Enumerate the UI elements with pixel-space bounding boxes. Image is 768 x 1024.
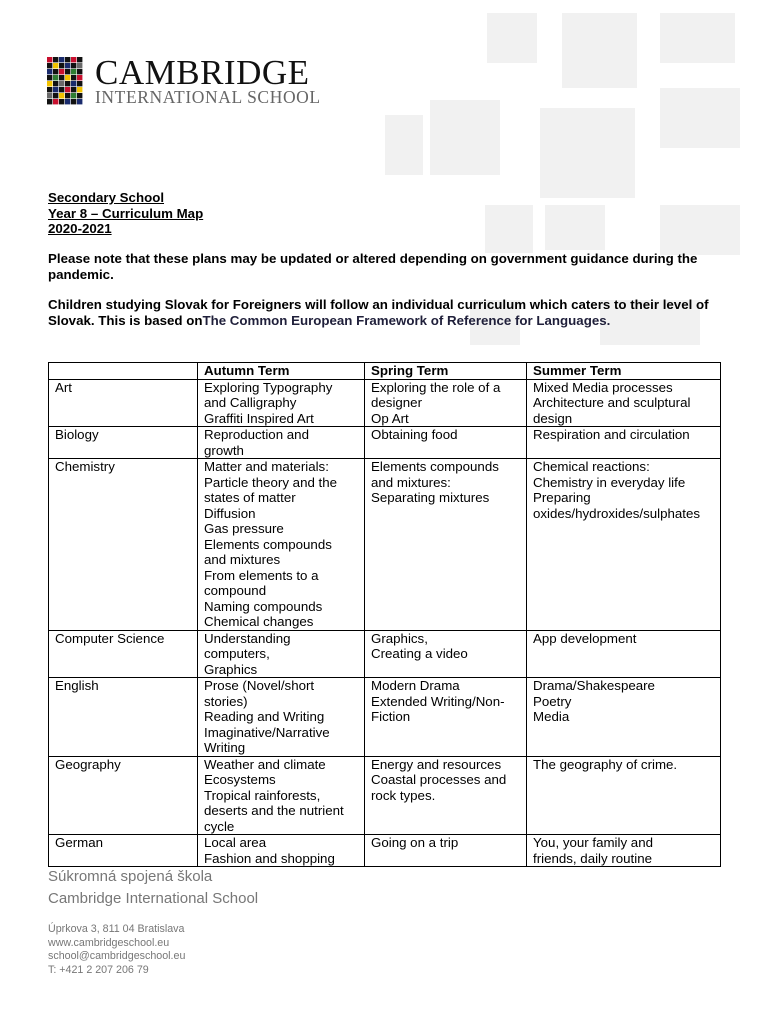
header-cell-subject	[49, 363, 198, 380]
autumn-term-cell	[198, 379, 365, 427]
topic-line: computers,	[204, 646, 270, 661]
autumn-term-cell	[198, 678, 365, 757]
topic-line: growth	[204, 442, 244, 458]
topic-line: Architecture and sculptural	[533, 395, 691, 410]
summer-term-cell	[527, 379, 721, 427]
table-row	[49, 427, 721, 459]
subject-cell: English	[49, 678, 198, 757]
brand-name: CAMBRIDGE	[95, 53, 310, 92]
topic-line: Weather and climate	[204, 756, 326, 772]
crest-tile	[71, 81, 76, 86]
autumn-term-cell	[198, 459, 365, 631]
topic-line: Poetry	[533, 693, 572, 709]
table-body	[49, 379, 721, 867]
crest-tile	[77, 93, 82, 98]
summer-term-cell	[527, 835, 721, 867]
crest-tile	[59, 87, 64, 92]
topic-line: Fashion and shopping	[204, 850, 335, 866]
table-row	[49, 835, 721, 867]
footer-website-link[interactable]: www.cambridgeschool.eu	[48, 936, 170, 949]
topic-line: Exploring Typography	[204, 379, 333, 395]
topic-line: and mixtures	[204, 552, 281, 567]
crest-tile	[59, 81, 64, 86]
notice-slovak	[48, 297, 738, 329]
crest-tile	[65, 63, 70, 68]
crest-tile	[53, 81, 58, 86]
topic-line: design	[533, 410, 573, 426]
spring-term-cell	[365, 756, 527, 835]
topic-line: Ecosystems	[204, 772, 276, 787]
table-row	[49, 630, 721, 678]
crest-tile	[71, 57, 76, 62]
topic-line: friends, daily routine	[533, 850, 652, 866]
crest-tile	[47, 75, 52, 80]
topic-line: Exploring the role of a	[371, 379, 501, 395]
crest-tile	[65, 81, 70, 86]
header-title: Year 8 – Curriculum Map	[48, 205, 204, 221]
topic-line: Chemical reactions:	[533, 459, 650, 474]
crest-tile	[47, 87, 52, 92]
header-cell-spring: Spring Term	[365, 363, 527, 380]
topic-line: Respiration and circulation	[533, 427, 690, 442]
topic-line: Graffiti Inspired Art	[204, 410, 314, 426]
crest-tile	[53, 99, 58, 104]
crest-tile	[53, 75, 58, 80]
topic-line: Media	[533, 709, 570, 724]
topic-line: Writing	[204, 740, 246, 755]
spring-term-cell	[365, 678, 527, 757]
topic-line: Coastal processes and	[371, 772, 507, 787]
footer-school-name-en: Cambridge International School	[48, 890, 259, 907]
spring-term-cell	[365, 835, 527, 867]
topic-line: and Calligraphy	[204, 395, 297, 410]
topic-line: App development	[533, 630, 637, 646]
crest-tile	[77, 81, 82, 86]
crest-tile	[53, 57, 58, 62]
topic-line: Modern Drama	[371, 678, 460, 693]
topic-line: Local area	[204, 835, 267, 850]
crest-tile	[59, 69, 64, 74]
crest-tile	[65, 87, 70, 92]
crest-tile	[65, 57, 70, 62]
spring-term-cell	[365, 379, 527, 427]
crest-tile	[53, 63, 58, 68]
topic-line: Reading and Writing	[204, 709, 325, 724]
subject-cell: German	[49, 835, 198, 867]
topic-line: designer	[371, 395, 423, 410]
crest-tile	[59, 93, 64, 98]
summer-term-cell	[527, 459, 721, 631]
crest-tile	[65, 99, 70, 104]
topic-line: Graphics,	[371, 630, 428, 646]
summer-term-cell	[527, 678, 721, 757]
crest-tile	[59, 63, 64, 68]
topic-line: Elements compounds	[204, 536, 332, 552]
autumn-term-cell	[198, 427, 365, 459]
topic-line: Diffusion	[204, 505, 256, 521]
notice-framework: The Common European Framework of Reference for Languages.	[202, 313, 611, 328]
topic-line: Matter and materials:	[204, 459, 329, 474]
crest-tile	[59, 75, 64, 80]
topic-line: Creating a video	[371, 646, 468, 661]
crest-tile	[47, 63, 52, 68]
footer-school-name-sk: Súkromná spojená škola	[48, 868, 213, 885]
topic-line: stories)	[204, 693, 248, 709]
crest-tile	[77, 63, 82, 68]
topic-line: compound	[204, 583, 267, 598]
topic-line: Preparing	[533, 490, 591, 505]
header-year: 2020-2021	[48, 221, 112, 236]
topic-line: and mixtures:	[371, 474, 451, 490]
topic-line: rock types.	[371, 787, 436, 803]
footer-contact	[48, 923, 185, 978]
crest-tile	[47, 99, 52, 104]
notice-slovak-lead: Children studying Slovak for Foreigners will follow an individual curriculum which caters to their level of Slovak. This is based on	[48, 297, 709, 328]
crest-tile	[77, 75, 82, 80]
topic-line: You, your family and	[533, 835, 653, 850]
topic-line: Particle theory and the	[204, 474, 338, 490]
topic-line: Obtaining food	[371, 427, 458, 442]
crest-tile	[71, 93, 76, 98]
table-row	[49, 379, 721, 427]
crest-tile	[47, 93, 52, 98]
topic-line: Extended Writing/Non-	[371, 693, 505, 709]
table-row	[49, 678, 721, 757]
table-row	[49, 756, 721, 835]
subject-cell: Biology	[49, 427, 198, 459]
topic-line: Drama/Shakespeare	[533, 678, 655, 693]
table-header-row	[49, 363, 721, 380]
topic-line: The geography of crime.	[533, 756, 678, 772]
topic-line: Chemical changes	[204, 614, 314, 629]
spring-term-cell	[365, 459, 527, 631]
crest-tile	[71, 99, 76, 104]
crest-tile	[65, 75, 70, 80]
topic-line: Tropical rainforests,	[204, 787, 321, 803]
header-school-level: Secondary School	[48, 190, 165, 205]
footer-email-link[interactable]: school@cambridgeschool.eu	[48, 950, 186, 963]
topic-line: Reproduction and	[204, 427, 309, 442]
curriculum-table	[48, 362, 721, 867]
autumn-term-cell	[198, 756, 365, 835]
topic-line: Op Art	[371, 410, 409, 426]
crest-tile	[77, 99, 82, 104]
crest-tile	[65, 69, 70, 74]
crest-icon	[47, 57, 83, 105]
crest-tile	[59, 99, 64, 104]
topic-line: Naming compounds	[204, 598, 323, 614]
topic-line: Fiction	[371, 709, 411, 724]
topic-line: Energy and resources	[371, 756, 502, 772]
topic-line: Gas pressure	[204, 521, 284, 536]
footer-address: Úprkova 3, 811 04 Bratislava	[48, 923, 185, 935]
topic-line: From elements to a	[204, 567, 319, 583]
autumn-term-cell	[198, 630, 365, 678]
notice-pandemic: Please note that these plans may be updated or altered depending on government guidance during the pandemic.	[48, 251, 698, 282]
header-cell-summer: Summer Term	[527, 363, 721, 380]
subject-cell: Geography	[49, 756, 198, 835]
topic-line: Graphics	[204, 661, 258, 677]
summer-term-cell	[527, 756, 721, 835]
topic-line: states of matter	[204, 490, 296, 505]
crest-tile	[53, 87, 58, 92]
topic-line: Mixed Media processes	[533, 379, 673, 395]
header-cell-autumn: Autumn Term	[198, 363, 365, 380]
topic-line: Elements compounds	[371, 459, 499, 474]
topic-line: deserts and the nutrient	[204, 803, 344, 818]
subject-cell: Art	[49, 379, 198, 427]
topic-line: Understanding	[204, 630, 291, 646]
topic-line: Separating mixtures	[371, 490, 490, 505]
topic-line: Chemistry in everyday life	[533, 474, 686, 490]
table-row	[49, 459, 721, 631]
crest-tile	[53, 69, 58, 74]
crest-tile	[71, 69, 76, 74]
crest-tile	[65, 93, 70, 98]
crest-tile	[77, 87, 82, 92]
spring-term-cell	[365, 427, 527, 459]
crest-tile	[71, 63, 76, 68]
crest-tile	[71, 75, 76, 80]
subject-cell: Chemistry	[49, 459, 198, 631]
crest-tile	[47, 81, 52, 86]
crest-tile	[59, 57, 64, 62]
summer-term-cell	[527, 630, 721, 678]
footer-phone: T: +421 2 207 206 79	[48, 964, 149, 977]
brand-subtitle: INTERNATIONAL SCHOOL	[95, 87, 321, 107]
topic-line: Prose (Novel/short	[204, 678, 315, 693]
crest-tile	[47, 57, 52, 62]
crest-tile	[77, 69, 82, 74]
crest-tile	[53, 93, 58, 98]
autumn-term-cell	[198, 835, 365, 867]
subject-cell: Computer Science	[49, 630, 198, 678]
document-header	[48, 190, 203, 237]
topic-line: oxides/hydroxides/sulphates	[533, 505, 701, 521]
crest-tile	[47, 69, 52, 74]
topic-line: Going on a trip	[371, 835, 459, 850]
summer-term-cell	[527, 427, 721, 459]
crest-tile	[77, 57, 82, 62]
topic-line: cycle	[204, 818, 235, 834]
topic-line: Imaginative/Narrative	[204, 724, 330, 740]
spring-term-cell	[365, 630, 527, 678]
crest-tile	[71, 87, 76, 92]
